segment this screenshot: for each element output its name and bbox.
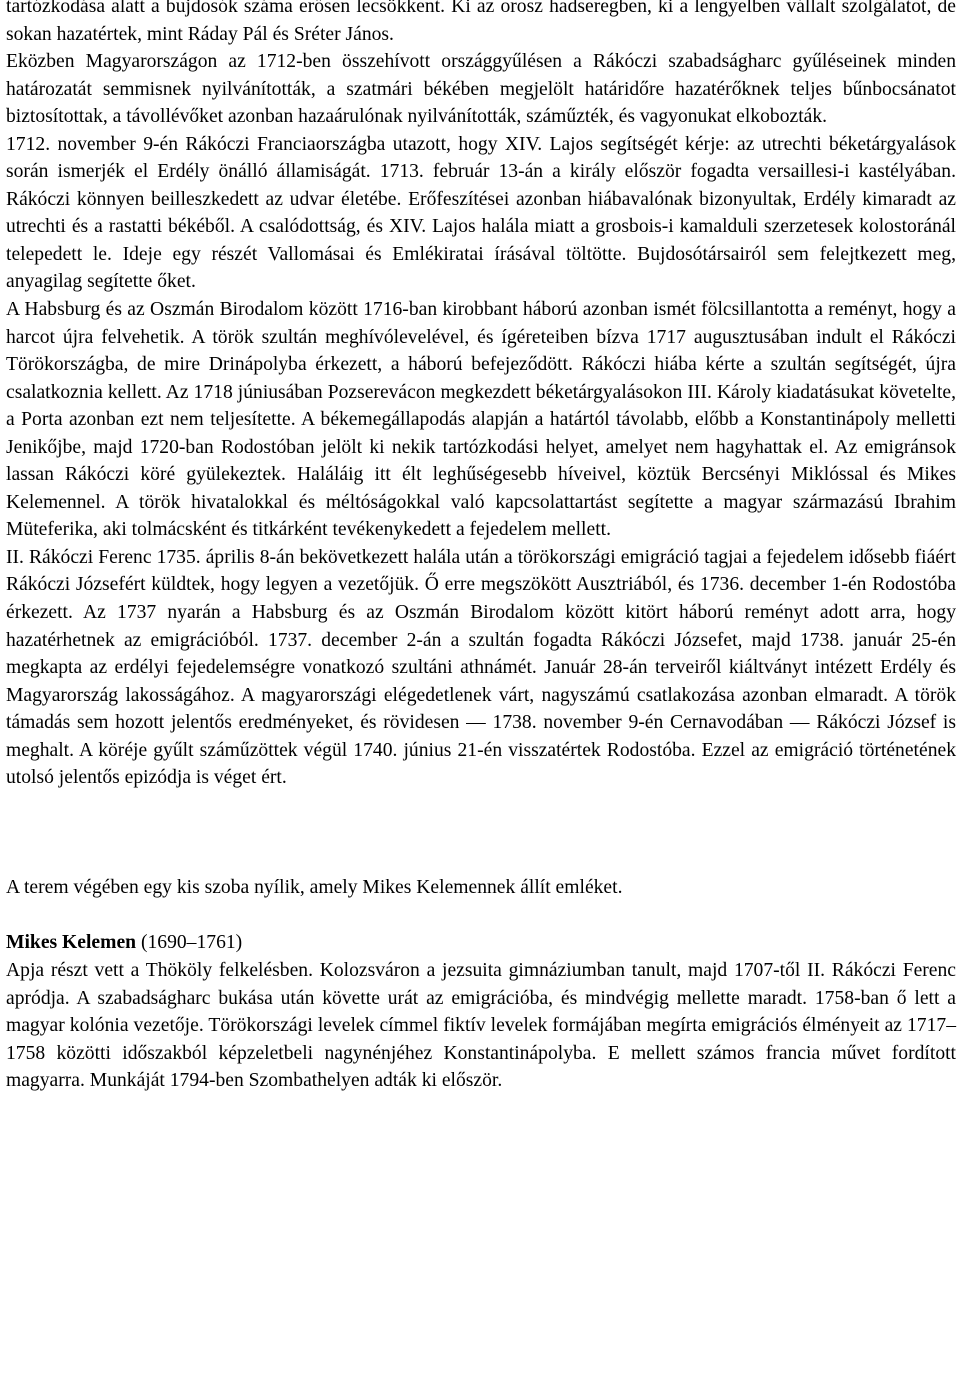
paragraph-rakoczi-jozsef: II. Rákóczi Ferenc 1735. április 8-án bekövetkezett halála után a törökországi emigráció tagjai a fejedelem idősebb fiáért Rákóczi Józsefért küldtek, hogy legyen a vezetőjük. Ő erre megszökött Ausztriából, és 1736. december 1-én Rodostóba érkezett. Az 1737 nyarán a Habsburg és az Oszmán Birodalom között kitört háború reményt adott arra, hogy hazatérhetnek az emigrációból. 1737. december 2-án a szultán fogadta Rákóczi Józsefet, majd 1738. január 25-én megkapta az erdélyi fejedelemségre vonatkozó szultáni athnámét. Január 28-án terveiről kiáltványt intézett Erdély és Magyarország lakosságához. A magyarországi elégedetlenek várt, nagyszámú csatlakozása azonban elmaradt. A török támadás sem hozott jelentős eredményeket, és rövidesen — 1738. november 9-én Cernavodában — Rákóczi József is meghalt. A köréje gyűlt száműzöttek végül 1740. június 21-én visszatértek Rodostóba. Ezzel az emigráció történetének utolsó jelentős epizódja is véget ért. [6, 546, 956, 789]
paragraph-turkey-emigration: A Habsburg és az Oszmán Birodalom között 1716-ban kirobbant háború azonban ismét fölcsillantotta a reményt, hogy a harcot újra felvehetik. A török szultán meghívólevelével, és ígéreteiben bízva 1717 augusztusában indult el Rákóczi Törökországba, de mire Drinápolyba érkezett, a háború befejeződött. Rákóczi hiába kérte a szultán segítségét, újra csalatkoznia kellett. Az 1718 júniusában Pozserevácon megkezdett béketárgyalásokon III. Károly kiadatásukat követelte, a Porta azonban ezt nem teljesítette. A békemegállapodás alapján a határtól távolabb, előbb a Konstantinápoly melletti Jenikőjbe, majd 1720-ban Rodostóban jelölt ki nekik tartózkodási helyet, amelyet nem hagyhattak el. Az emigránsok lassan Rákóczi köré gyülekeztek. Haláláig itt élt leghűségesebb híveivel, köztük Bercsényi Miklóssal és Mikes Kelemennel. A török hivatalokkal és méltóságokkal való kapcsolattartást segítette a magyar származású Ibrahim Müteferika, aki tolmácsként és titkárként tevékenykedett a fejedelem mellett. [6, 299, 956, 541]
paragraph-mikes-room: A terem végében egy kis szoba nyílik, amely Mikes Kelemennek állít emléket. [6, 876, 623, 898]
bio-name: Mikes Kelemen [6, 932, 137, 954]
bio-dates: (1690–1761) [136, 932, 243, 954]
paragraph-diet-1712: Eközben Magyarországon az 1712-ben összehívott országgyűlésen a Rákóczi szabadságharc gyűléseinek minden határozatát semmisnek nyilvánították, a szatmári békében megjelölt határidőre hazatérőknek teljes bűnbocsánatot biztosítottak, a távollévőket azonban hazaárulónak nyilvánították, száműzték, és vagyonukat elkobozták. [6, 51, 956, 128]
bio-heading [6, 929, 956, 957]
spacer [6, 792, 956, 874]
document-page [6, 0, 956, 1095]
bio-text: Apja részt vett a Thököly felkelésben. Kolozsváron a jezsuita gimnáziumban tanult, majd 1707-től II. Rákóczi Ferenc apródja. A szabadságharc bukása után követte urát az emigrációba, és mindvégig mellette maradt. 1758-ban ő lett a magyar kolónia vezetője. Törökországi levelek címmel fiktív levelek formájában megírta emigrációs élményeit az 1717–1758 közötti időszakból képzeletbeli nagynénjéhez Konstantinápolyba. E mellett számos francia művet fordított magyarra. Munkáját 1794-ben Szombathelyen adták ki először. [6, 959, 956, 1092]
paragraph-rakoczi-france: 1712. november 9-én Rákóczi Franciaországba utazott, hogy XIV. Lajos segítségét kérje: az utrechti béketárgyalások során ismerjék el Erdély önálló államiságát. 1713. február 13-án a király először fogadta versaillesi-i kastélyában. Rákóczi könnyen beilleszkedett az udvar életébe. Erőfeszítései azonban hiábavalónak bizonyultak, Erdély kimaradt az utrechti és a rastatti békéből. A csalódottság, és XIV. Lajos halála miatt a grosbois-i kamalduli szerzetesek kolostoránál telepedett le. Ideje egy részét Vallomásai és Emlékiratai írásával töltötte. Bujdosótársairól sem felejtkezett meg, anyagilag segítette őket. [6, 133, 956, 293]
spacer [6, 901, 956, 929]
paragraph-exile-decline: tartózkodása alatt a bujdosók száma erősen lecsökkent. Ki az orosz hadseregben, ki a lengyelben vállalt szolgálatot, de sokan hazatértek, mint Ráday Pál és Sréter János. [6, 0, 956, 45]
